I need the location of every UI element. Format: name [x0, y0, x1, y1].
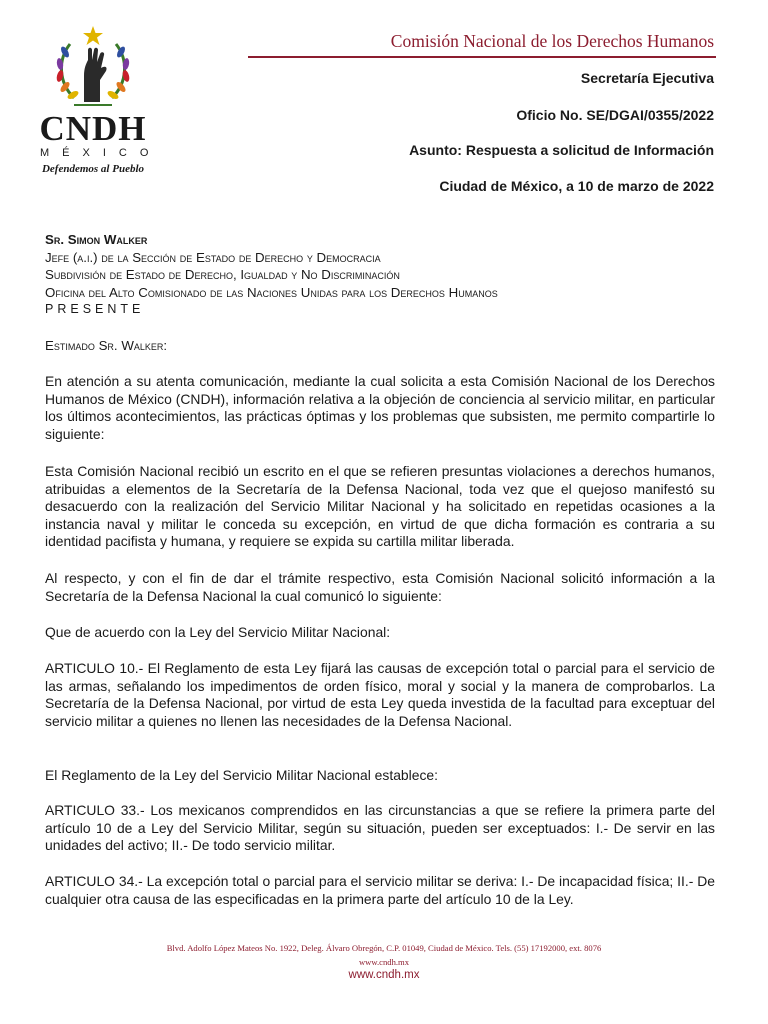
addressee-subdivision: Subdivisión de Estado de Derecho, Igualdad y No Discriminación [45, 267, 400, 282]
logo-motto: Defendemos al Pueblo [41, 163, 145, 175]
article-10-paragraph: ARTICULO 10.- El Reglamento de esta Ley fijará las causas de excepción total o parcial para el servicio de las armas, señalando los impedimentos de orden físico, moral y social y la manera de comprobarlos. La Secretaría de la Defensa Nacional, por virtud de esta Ley queda investida de la facultad para exceptuar del servicio militar a quienes no llenen las necesidades de la Defensa Nacional. [45, 660, 715, 729]
addressee-presente: PRESENTE [45, 302, 145, 316]
body-paragraph: Que de acuerdo con la Ley del Servicio Militar Nacional: [45, 624, 391, 640]
addressee-title: Jefe (a.i.) de la Sección de Estado de Derecho y Democracia [45, 249, 381, 265]
footer-web-link[interactable]: www.cndh.mx [348, 969, 420, 981]
addressee-block [45, 231, 498, 319]
salutation: Estimado Sr. Walker: [45, 338, 168, 353]
hand-emblem-icon [48, 24, 138, 110]
footer-address: Blvd. Adolfo López Mateos No. 1922, Deleg. Álvaro Obregón, C.P. 01049, Ciudad de México. Tels. (55) 17192000, ext. 8076 [166, 943, 602, 953]
body-paragraph: En atención a su atenta comunicación, mediante la cual solicita a esta Comisión Nacional de los Derechos Humanos de México (CNDH), información relativa a la objeción de conciencia al servicio militar, en particular los últimos acontecimientos, las prácticas óptimas y los problemas que subsisten, me permito compartirle lo siguiente: [45, 373, 715, 442]
article-34-paragraph: ARTICULO 34.- La excepción total o parcial para el servicio militar se deriva: I.- De incapacidad física; II.- De cualquier otra causa de las especificadas en la primera parte del artículo 10 de la Ley. [45, 873, 715, 907]
office-number: Oficio No. SE/DGAI/0355/2022 [516, 107, 714, 123]
department-label: Secretaría Ejecutiva [580, 70, 714, 86]
body-paragraph: El Reglamento de la Ley del Servicio Militar Nacional establece: [45, 767, 438, 783]
addressee-name: Sr. Simon Walker [45, 232, 148, 247]
header-divider [248, 56, 716, 58]
body-paragraph: Esta Comisión Nacional recibió un escrito en el que se refieren presuntas violaciones a derechos humanos, atribuidas a elementos de la Secretaría de la Defensa Nacional, toda vez que el quejoso manifestó su desacuerdo con la realización del Servicio Militar Nacional y ha solicitado en repetidas ocasiones a la instancia naval y militar le conceda su excepción, en virtud de que dicha formación es contraria a su identidad pacifista y humana, y requiere se expida su cartilla militar liberada. [45, 463, 715, 549]
body-paragraph: Al respecto, y con el fin de dar el trámite respectivo, esta Comisión Nacional solicitó información a la Secretaría de la Defensa Nacional la cual comunicó lo siguiente: [45, 570, 715, 604]
organization-name: Comisión Nacional de los Derechos Humanos [390, 31, 714, 51]
logo-acronym: CNDH [39, 109, 147, 148]
subject-line: Asunto: Respuesta a solicitud de Información [409, 142, 714, 158]
logo-country: MÉXICO [40, 147, 162, 159]
addressee-office: Oficina del Alto Comisionado de las Naciones Unidas para los Derechos Humanos [45, 284, 498, 300]
article-33-paragraph: ARTICULO 33.- Los mexicanos comprendidos en las circunstancias a que se refiere la primera parte del artículo 10 de a Ley del Servicio Militar, según su situación, pueden ser exceptuados: I.- De servir en las unidades del activo; II.- De todo servicio militar. [45, 802, 715, 853]
place-date: Ciudad de México, a 10 de marzo de 2022 [439, 178, 714, 194]
footer-web-small: www.cndh.mx [358, 957, 410, 967]
cndh-logo [30, 24, 162, 184]
